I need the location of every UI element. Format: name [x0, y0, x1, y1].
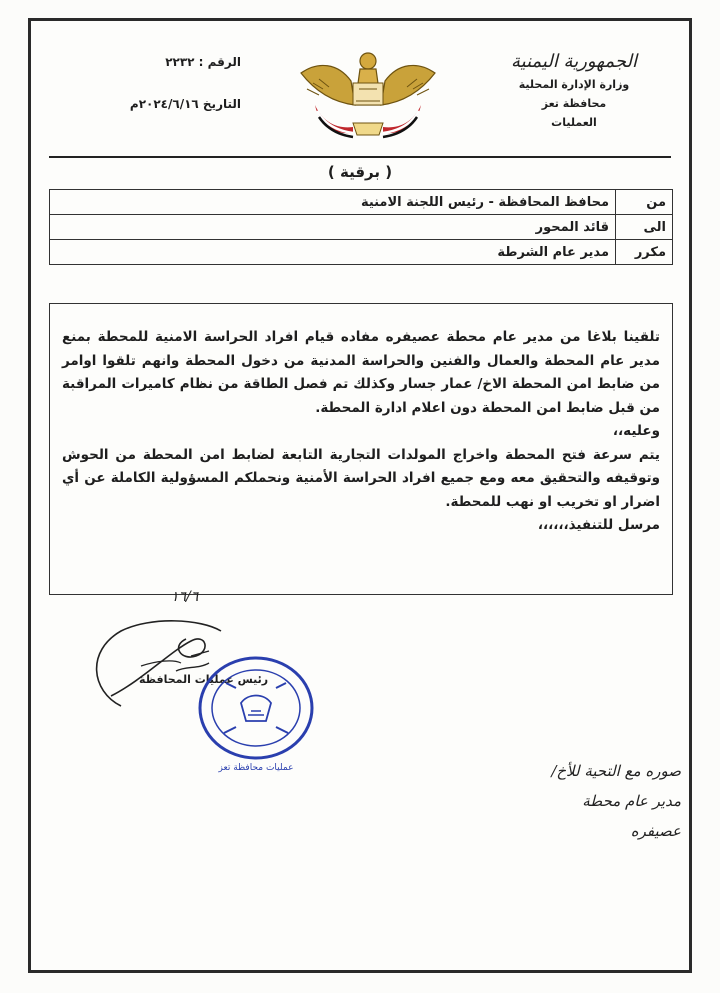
official-stamp-icon — [196, 653, 316, 763]
yemen-eagle-emblem-icon — [293, 43, 443, 143]
address-row-cc — [50, 240, 673, 265]
address-row-from — [50, 190, 673, 215]
republic-name: الجمهورية اليمنية — [510, 51, 638, 72]
header-reference — [71, 55, 241, 139]
address-key: الى — [616, 215, 673, 240]
document-title: ( برقية ) — [327, 163, 393, 181]
ministry-name: وزارة الإدارة المحلية — [518, 78, 630, 91]
body-paragraph-2: يتم سرعة فتح المحطة واخراج المولدات التجارية التابعة لضابط امن المحطة من الحوش وتوقيفه والتحقيق معه ومع جميع افراد الحراسة الأمنية ونحملكم المسؤولية الكاملة عن أي اضرار او تخريب او نهب للمحطة. — [62, 446, 660, 510]
message-body — [49, 303, 673, 595]
address-value: قائد المحور — [50, 215, 616, 240]
header-divider — [49, 156, 671, 158]
address-value: مدير عام الشرطة — [50, 240, 616, 265]
address-row-to — [50, 215, 673, 240]
body-therefore: وعليه،، — [612, 423, 660, 439]
address-table — [49, 189, 673, 265]
handwritten-note-line-2: مدير عام محطة عصيفره — [582, 792, 681, 840]
signature-date: ١٦/٦ — [171, 589, 199, 605]
address-key: من — [616, 190, 673, 215]
body-paragraph-1: تلقينا بلاغا من مدير عام محطة عصيفره مفاده قيام افراد الحراسة الامنية للمحطة بمنع مدير عام المحطة والعمال والفنين والحراسة المدنية من دخول المحطة وانهم تلقوا اوامر من ضابط امن المحطة الاخ/ عمار جسار وكذلك تم فصل الطاقة من نظام كاميرات المراقبة من قبل ضابط امن المحطة دون اعلام ادارة المحطة. — [62, 329, 660, 416]
header-institution — [489, 51, 659, 135]
body-send-for-execution: مرسل للتنفيذ،،،،،، — [537, 517, 660, 533]
handwritten-note-line-1: صوره مع التحية للأخ/ — [551, 762, 681, 780]
document-page — [28, 18, 692, 973]
department-name: العمليات — [551, 116, 597, 129]
handwritten-note — [531, 756, 681, 846]
signature-title: رئيس عمليات المحافظة — [139, 673, 269, 686]
address-key: مكرر — [616, 240, 673, 265]
stamp-text: عمليات محافظة تعز — [218, 763, 294, 773]
address-value: محافظ المحافظة - رئيس اللجنة الامنية — [50, 190, 616, 215]
reference-date: التاريخ ٢٠٢٤/٦/١٦م — [129, 97, 241, 111]
governorate-name: محافظة تعز — [541, 97, 607, 110]
reference-number: الرقم : ٢٢٣٢ — [165, 55, 241, 69]
